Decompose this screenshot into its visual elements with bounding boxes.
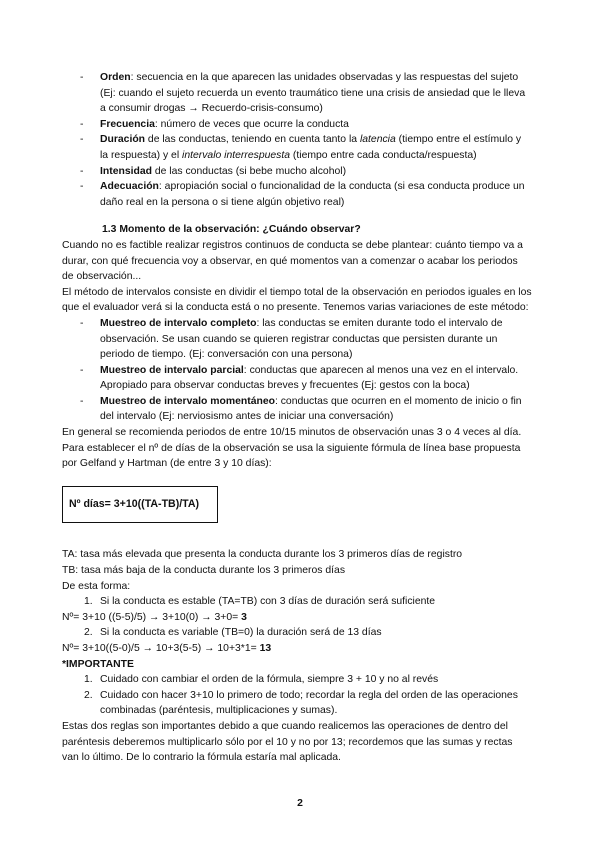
paragraph: Para establecer el nº de días de la observación se usa la siguiente fórmula de línea base propuesta por Gelfand y Hartman (de entre 3 y 10 días): [62, 442, 521, 470]
case-list [62, 625, 532, 641]
list-item [62, 70, 532, 117]
calc-text: Nº= 3+10((5-0)/5 → 10+3(5-5) → 10+3*1= [62, 643, 260, 654]
item-text: Si la conducta es estable (TA=TB) con 3 días de duración será suficiente [100, 596, 436, 608]
term: Frecuencia [100, 118, 155, 130]
item-text: Cuidado con cambiar el orden de la fórmula, siempre 3 + 10 y no al revés [100, 674, 439, 686]
tb-definition: TB: tasa más baja de la conducta durante los 3 primeros días [62, 565, 346, 577]
item-text: Si la conducta es variable (TB=0) la duración será de 13 días [100, 627, 382, 639]
definition: de las conductas, teniendo en cuenta tanto la [145, 134, 360, 146]
behavior-dimensions-list [62, 70, 532, 210]
calc-result: 13 [259, 643, 272, 654]
definition: de las conductas (si bebe mucho alcohol) [151, 165, 347, 177]
item-number: 1. [84, 596, 93, 608]
important-label: *IMPORTANTE [62, 658, 134, 670]
calc-result: 3 [241, 611, 247, 623]
italic-term: intervalo interrespuesta [182, 149, 291, 161]
paragraph: El método de intervalos consiste en dividir el tiempo total de la observación en periodos iguales en los que el evaluador verá si la conducta está o no presente. Tenemos varias variaciones de este método: [62, 286, 532, 314]
definition: : apropiación social o funcionalidad de la conducta (si esa conducta produce un daño real en la persona o si tiene algún objetivo real) [100, 181, 525, 208]
term: Duración [100, 134, 146, 146]
term: Adecuación [100, 181, 159, 193]
formula-box: Nº días= 3+10((TA-TB)/TA) [62, 486, 218, 524]
item-text: Cuidado con hacer 3+10 lo primero de todo; recordar la regla del orden de las operaciones combinadas (paréntesis, multiplicaciones y sumas). [100, 689, 518, 717]
definition: : conductas que aparecen al menos una vez en el intervalo. Apropiado para observar conductas breves y frecuentes (Ej: gestos con la boca) [100, 364, 519, 392]
item-number: 1. [84, 674, 93, 686]
document-page [62, 70, 532, 766]
term: Muestreo de intervalo completo [100, 317, 257, 329]
page-number: 2 [297, 798, 303, 809]
definition: : número de veces que ocurre la conducta [154, 118, 349, 130]
definition: : conductas que ocurren en el momento de inicio o fin del intervalo (Ej: nerviosismo antes de iniciar una conversación) [100, 395, 522, 423]
term: Muestreo de intervalo momentáneo [100, 395, 275, 407]
calc-text: Nº= 3+10 ((5-5)/5) → 3+10(0) → 3+0= [62, 611, 242, 623]
list-item [62, 179, 532, 210]
interval-methods-list [62, 316, 532, 425]
paragraph: De esta forma: [62, 580, 131, 592]
list-item [62, 688, 532, 719]
italic-term: latencia [359, 134, 396, 146]
list-item [62, 672, 532, 688]
item-number: 2. [84, 627, 93, 639]
paragraph: Cuando no es factible realizar registros continuos de conducta se debe plantear: cuánto tiempo va a durar, con qué frecuencia voy a observar, en qué momentos van a comenzar o acabar los periodos de observación... [62, 239, 523, 283]
list-item [62, 594, 532, 610]
paragraph: Estas dos reglas son importantes debido a que cuando realicemos las operaciones de dentro del paréntesis deberemos multiplicarlo sólo por el 10 y no por 13; recordemos que las sumas y rectas van lo último. De lo contrario la fórmula estaría mal aplicada. [62, 720, 513, 764]
term: Intensidad [100, 165, 152, 177]
term: Muestreo de intervalo parcial [100, 364, 244, 376]
calculation [62, 610, 532, 626]
case-list [62, 594, 532, 610]
list-item [62, 132, 532, 163]
definition: : secuencia en la que aparecen las unidades observadas y las respuestas del sujeto (Ej: cuando el sujeto recuerda un evento traumático tiene una crisis de ansiedad que le lleva a consumir drogas → Recuerdo-crisis-consumo) [100, 72, 526, 115]
definition: : las conductas se emiten durante todo el intervalo de observación. Se usan cuando se quieren registrar conductas que persisten durante un periodo de tiempo. (Ej: conversación con una persona) [100, 317, 503, 361]
paragraph: En general se recomienda periodos de entre 10/15 minutos de observación unas 3 o 4 veces al día. [62, 427, 522, 439]
term: Orden [100, 72, 131, 83]
definition: (tiempo entre cada conducta/respuesta) [290, 149, 477, 161]
item-number: 2. [84, 689, 93, 701]
list-item [62, 316, 532, 363]
list-item [62, 363, 532, 394]
definition: (tiempo entre el estímulo y la respuesta) y el [100, 134, 522, 161]
ta-definition: TA: tasa más elevada que presenta la conducta durante los 3 primeros días de registro [62, 549, 463, 561]
section-heading: 1.3 Momento de la observación: ¿Cuándo observar? [102, 224, 361, 236]
list-item [62, 625, 532, 641]
list-item [62, 394, 532, 425]
list-item [62, 117, 532, 133]
list-item [62, 164, 532, 180]
important-list [62, 672, 532, 719]
calculation [62, 641, 532, 657]
